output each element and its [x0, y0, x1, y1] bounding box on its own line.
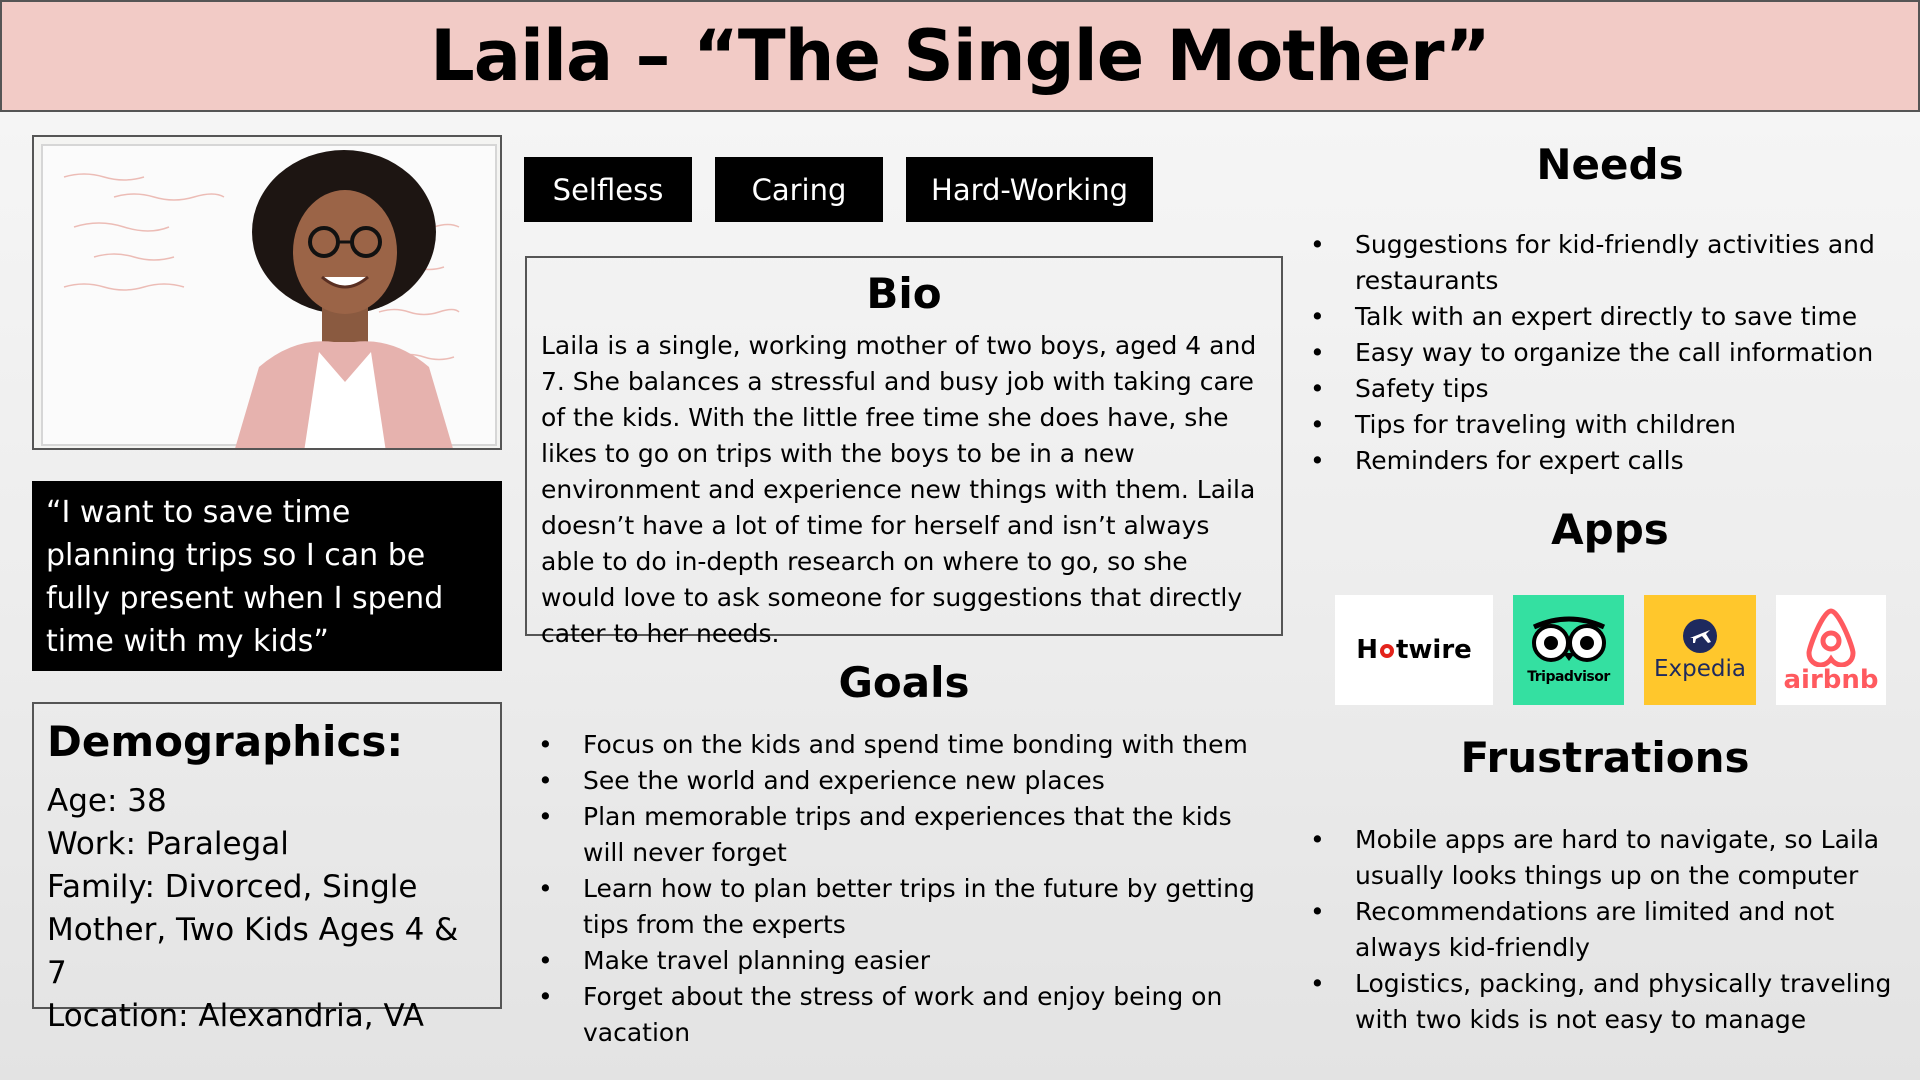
frustrations-heading: Frustrations	[1460, 733, 1750, 782]
list-item: • Talk with an expert directly to save time	[1310, 299, 1910, 335]
bio-box	[525, 256, 1283, 648]
goals-heading: Goals	[838, 658, 970, 707]
trait-tag: Hard-Working	[906, 157, 1153, 222]
plane-icon	[1682, 618, 1718, 654]
list-item: • Forget about the stress of work and enjoy being on vacation	[538, 979, 1278, 1051]
apps-heading: Apps	[1551, 505, 1669, 554]
list-item: • Easy way to organize the call information	[1310, 335, 1910, 371]
list-item: • Suggestions for kid-friendly activities and restaurants	[1310, 227, 1910, 299]
frustrations-list	[1310, 822, 1910, 1038]
list-item: • Logistics, packing, and physically traveling with two kids is not easy to manage	[1310, 966, 1910, 1038]
list-item: • Recommendations are limited and not always kid-friendly	[1310, 894, 1910, 966]
persona-quote: “I want to save time planning trips so I can be fully present when I spend time with my kids”	[32, 481, 502, 671]
list-item: • Focus on the kids and spend time bonding with them	[538, 727, 1278, 763]
list-item: • Reminders for expert calls	[1310, 443, 1910, 479]
airbnb-wordmark: airbnb	[1783, 665, 1879, 695]
hotwire-logo	[1335, 595, 1493, 705]
header-banner	[0, 0, 1920, 112]
list-item: • Safety tips	[1310, 371, 1910, 407]
list-item: • Make travel planning easier	[538, 943, 1278, 979]
trait-tag: Selfless	[524, 157, 692, 222]
demographics-box	[32, 702, 502, 1034]
demographics-location: Location: Alexandria, VA	[47, 998, 424, 1034]
bio-text: Laila is a single, working mother of two boys, aged 4 and 7. She balances a stressful and busy job with taking care of the kids. With the little free time she does have, she likes to go on trips with the boys to be in a new environment and experience new things with them. Laila doesn’t have a lot of time for herself and isn’t always able to do in-depth research on where to go, so she would love to ask someone for suggestions that directly cater to her needs.	[541, 331, 1257, 648]
trait-tag: Caring	[715, 157, 883, 222]
demographics-family: Family: Divorced, Single Mother, Two Kids Ages 4 & 7	[47, 869, 459, 991]
needs-heading: Needs	[1536, 140, 1684, 189]
bio-heading: Bio	[866, 269, 942, 318]
list-item: • Mobile apps are hard to navigate, so Laila usually looks things up on the computer	[1310, 822, 1910, 894]
list-item: • Learn how to plan better trips in the future by getting tips from the experts	[538, 871, 1278, 943]
demographics-heading: Demographics:	[47, 717, 404, 766]
hotwire-wordmark-end: twire	[1395, 635, 1472, 665]
persona-photo	[32, 135, 502, 450]
list-item: • Plan memorable trips and experiences that the kids will never forget	[538, 799, 1278, 871]
trait-tags	[524, 157, 1153, 222]
tripadvisor-wordmark: Tripadvisor	[1527, 669, 1610, 685]
airbnb-belo-icon	[1803, 607, 1859, 667]
list-item: • See the world and experience new places	[538, 763, 1278, 799]
owl-icon	[1529, 615, 1609, 665]
demographics-age: Age: 38	[47, 783, 167, 819]
tripadvisor-logo	[1513, 595, 1624, 705]
expedia-logo	[1644, 595, 1756, 705]
goals-list	[538, 727, 1278, 1051]
airbnb-logo	[1776, 595, 1886, 705]
persona-portrait-illustration	[34, 137, 502, 450]
needs-list	[1310, 227, 1910, 479]
demographics-work: Work: Paralegal	[47, 826, 289, 862]
list-item: • Tips for traveling with children	[1310, 407, 1910, 443]
expedia-wordmark: Expedia	[1654, 656, 1746, 682]
hotwire-wordmark-start: H	[1356, 635, 1378, 665]
page-title: Laila – “The Single Mother”	[430, 15, 1490, 97]
flame-icon	[1378, 641, 1396, 659]
